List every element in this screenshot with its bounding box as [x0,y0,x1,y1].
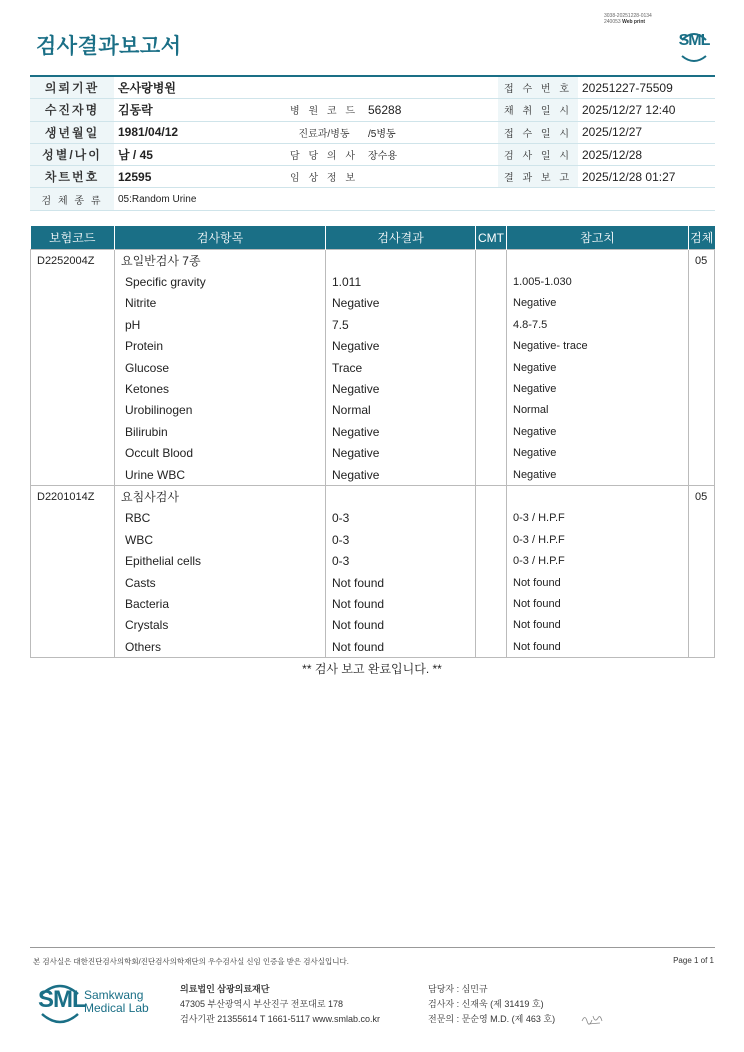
reference-range: 0-3 / H.P.F [507,550,689,571]
code-cell [31,357,115,378]
code-cell [31,508,115,529]
code-cell [31,572,115,593]
cmt-cell [476,314,507,335]
test-dt-label: 검 사 일 시 [498,143,578,165]
specimen-cell [689,293,715,314]
print-ref-id: 3038-20251228-0134 [604,13,652,19]
receipt-dt-label: 접 수 일 시 [498,121,578,143]
test-item: Ketones [115,378,326,399]
collect-dt: 2025/12/27 12:40 [578,99,715,121]
reference-range: Negative [507,443,689,464]
test-item: pH [115,314,326,335]
table-row [31,636,715,658]
code-cell [31,421,115,442]
table-row [31,271,715,292]
reference-range: Negative [507,378,689,399]
test-result: Negative [326,443,476,464]
cmt-cell [476,550,507,571]
report-complete-text: ** 검사 보고 완료입니다. ** [302,662,442,676]
col-header-item: 검사항목 [115,226,326,250]
specimen-cell [689,508,715,529]
test-item: Specific gravity [115,271,326,292]
test-item: RBC [115,508,326,529]
clinical-label: 임 상 정 보 [284,166,364,188]
test-dt: 2025/12/28 [578,143,715,165]
samkwang-logo [38,980,168,1030]
org-name: 의료법인 삼광의료재단 [180,984,270,994]
test-item: Glucose [115,357,326,378]
test-item: Urobilinogen [115,400,326,421]
report-dt-label: 결 과 보 고 [498,166,578,188]
specimen-cell [689,550,715,571]
report-dt: 2025/12/28 01:27 [578,166,715,188]
specimen-cell [689,400,715,421]
footer-logo-name1: Samkwang [84,988,144,1002]
code-cell [31,378,115,399]
staff-tester: 검사자 : 신재욱 (제 31419 호) [428,999,544,1009]
reference-range: Negative [507,464,689,486]
code-cell [31,336,115,357]
specimen-cell [689,443,715,464]
code-cell [31,636,115,658]
group-result-cell [326,486,476,508]
specimen-cell [689,421,715,442]
specimen-label: 검 체 종 류 [30,188,114,210]
specimen-code: 05 [689,250,715,272]
test-item: Casts [115,572,326,593]
print-ref-code: 240053 [604,19,621,25]
specimen-cell [689,464,715,486]
cmt-cell [476,293,507,314]
test-item: Epithelial cells [115,550,326,571]
test-item: WBC [115,529,326,550]
specimen-cell [689,378,715,399]
test-item: Bilirubin [115,421,326,442]
test-item: Urine WBC [115,464,326,486]
code-cell [31,271,115,292]
test-result: Normal [326,400,476,421]
code-cell [31,443,115,464]
group-result-cell [326,250,476,272]
sex-age: 남 / 45 [114,143,284,165]
col-header-specimen: 검체 [689,226,715,250]
footer-logo-sml: SML [38,986,86,1013]
sex-age-label: 성별/나이 [30,143,114,165]
print-ref-mode: Web print [622,19,646,25]
patient-label: 수진자명 [30,99,114,121]
dob: 1981/04/12 [114,121,284,143]
page-title: 검사결과보고서 [36,35,182,58]
specialist-signature [580,1012,606,1026]
test-result: 0-3 [326,529,476,550]
cmt-cell [476,421,507,442]
test-result: Not found [326,636,476,658]
reference-range: Not found [507,572,689,593]
dept: /5병동 [364,121,498,143]
code-cell [31,464,115,486]
results-table [30,226,715,658]
receipt-no-label: 접 수 번 호 [498,76,578,99]
sml-logo-text: SML [678,32,710,49]
table-row [31,443,715,464]
page-number: Page 1 of 1 [673,956,714,965]
print-reference [604,13,652,25]
specimen-cell [689,336,715,357]
test-item: Protein [115,336,326,357]
org-address: 47305 부산광역시 부산진구 전포대로 178 [180,999,344,1009]
group-row [31,486,715,508]
specimen-type: 05:Random Urine [114,188,715,210]
cmt-cell [476,400,507,421]
col-header-result: 검사결과 [326,226,476,250]
reference-range: Negative [507,357,689,378]
table-row [31,508,715,529]
reference-range: 0-3 / H.P.F [507,508,689,529]
reference-range: Not found [507,615,689,636]
test-result: 1.011 [326,271,476,292]
test-result: Trace [326,357,476,378]
code-cell [31,529,115,550]
specimen-cell [689,529,715,550]
dob-label: 생년월일 [30,121,114,143]
reference-range: Not found [507,593,689,614]
code-cell [31,400,115,421]
chart-label: 차트번호 [30,166,114,188]
footer-divider [30,947,715,948]
staff-specialist: 전문의 : 문순영 M.D. (제 463 호) [428,1014,556,1024]
collect-dt-label: 채 취 일 시 [498,99,578,121]
table-row [31,615,715,636]
group-cmt-cell [476,250,507,272]
table-row [31,550,715,571]
test-item: Bacteria [115,593,326,614]
patient-name: 김동락 [114,99,284,121]
cmt-cell [476,572,507,593]
specimen-cell [689,357,715,378]
table-row [31,314,715,335]
doctor: 장수용 [364,143,498,165]
cmt-cell [476,508,507,529]
reference-range: Negative- trace [507,336,689,357]
test-result: Negative [326,293,476,314]
results-header-row [31,226,715,250]
code-cell [31,615,115,636]
table-row [31,293,715,314]
table-row [31,336,715,357]
specimen-cell [689,593,715,614]
table-row [31,572,715,593]
cmt-cell [476,443,507,464]
group-cmt-cell [476,486,507,508]
org-contact: 검사기관 21355614 T 1661-5117 www.smlab.co.kr [180,1014,381,1024]
reference-range: Negative [507,293,689,314]
specimen-code: 05 [689,486,715,508]
footer-logo-name2: Medical Lab [84,1001,149,1015]
test-result: Negative [326,378,476,399]
insurance-code: D2201014Z [31,486,115,508]
request-org: 온사랑병원 [114,76,498,99]
clinical-info [364,166,498,188]
col-header-ref: 참고치 [507,226,689,250]
test-result: Negative [326,336,476,357]
hospital-code: 56288 [364,99,498,121]
test-item: Crystals [115,615,326,636]
cmt-cell [476,271,507,292]
test-result: Not found [326,615,476,636]
test-result: 0-3 [326,550,476,571]
cmt-cell [476,593,507,614]
table-row [31,529,715,550]
col-header-code: 보험코드 [31,226,115,250]
code-cell [31,293,115,314]
test-result: Not found [326,572,476,593]
staff-manager: 담당자 : 심민규 [428,984,488,994]
test-item: Others [115,636,326,658]
test-item: Occult Blood [115,443,326,464]
patient-info-table [30,75,715,211]
staff-info [428,982,555,1027]
specimen-cell [689,615,715,636]
table-row [31,464,715,486]
specimen-cell [689,314,715,335]
group-ref-cell [507,486,689,508]
group-row [31,250,715,272]
cmt-cell [476,464,507,486]
test-item: Nitrite [115,293,326,314]
code-cell [31,314,115,335]
sml-logo [676,26,712,64]
cmt-cell [476,529,507,550]
reference-range: Not found [507,636,689,658]
specimen-cell [689,271,715,292]
dept-label: 진료과/병동 [284,121,364,143]
group-ref-cell [507,250,689,272]
test-result: Negative [326,421,476,442]
table-row [31,357,715,378]
test-result: Negative [326,464,476,486]
table-row [31,421,715,442]
receipt-dt: 2025/12/27 [578,121,715,143]
reference-range: 0-3 / H.P.F [507,529,689,550]
cmt-cell [476,357,507,378]
table-row [31,378,715,399]
col-header-cmt: CMT [476,226,507,250]
test-result: 0-3 [326,508,476,529]
certification-note: 본 검사실은 대한진단검사의학회/진단검사의학재단의 우수검사실 신임 인증을 받은 검사실입니다. [33,957,349,966]
cmt-cell [476,336,507,357]
specimen-cell [689,636,715,658]
reference-range: 4.8-7.5 [507,314,689,335]
table-row [31,593,715,614]
request-org-label: 의뢰기관 [30,76,114,99]
reference-range: Negative [507,421,689,442]
test-result: 7.5 [326,314,476,335]
code-cell [31,550,115,571]
receipt-no: 20251227-75509 [578,76,715,99]
cmt-cell [476,378,507,399]
specimen-cell [689,572,715,593]
group-name: 요일반검사 7종 [115,250,326,272]
doctor-label: 담 당 의 사 [284,143,364,165]
insurance-code: D2252004Z [31,250,115,272]
group-name: 요침사검사 [115,486,326,508]
chart-no: 12595 [114,166,284,188]
reference-range: Normal [507,400,689,421]
table-row [31,400,715,421]
cmt-cell [476,615,507,636]
hospital-code-label: 병 원 코 드 [284,99,364,121]
test-result: Not found [326,593,476,614]
code-cell [31,593,115,614]
reference-range: 1.005-1.030 [507,271,689,292]
cmt-cell [476,636,507,658]
org-info [180,982,380,1027]
